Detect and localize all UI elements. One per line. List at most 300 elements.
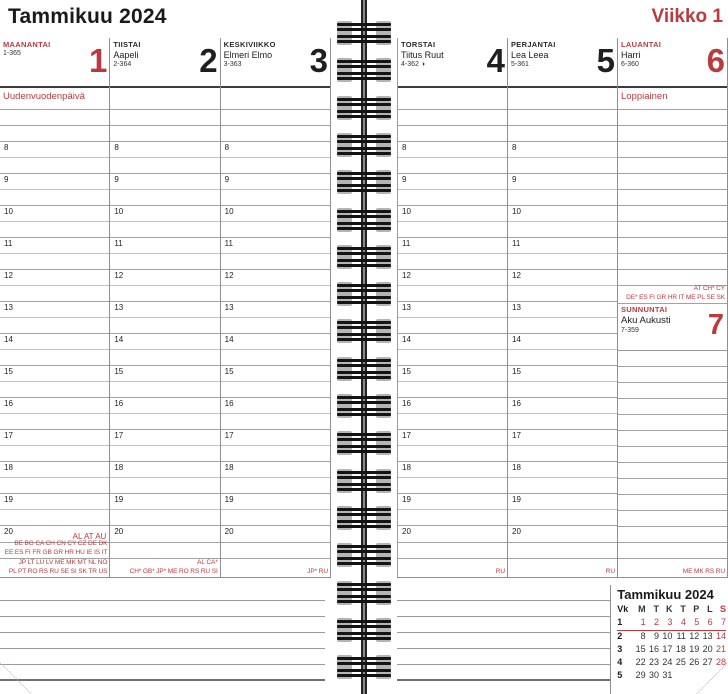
hour-row: [508, 206, 617, 222]
country-codes: [222, 568, 328, 577]
half-hour-row: [221, 414, 330, 430]
blank-row: [221, 126, 330, 142]
day-number: 1: [88, 42, 107, 79]
day-name: MAANANTAI: [3, 40, 51, 49]
hour-row: [398, 270, 507, 286]
spiral-coil: [337, 580, 391, 606]
spiral-bar: [337, 620, 391, 623]
blank-row: [618, 415, 727, 431]
day-number: 5: [596, 42, 614, 79]
mini-calendar-date: 6: [707, 617, 713, 627]
mini-calendar-date: 28: [715, 657, 726, 667]
hour-row: [398, 238, 507, 254]
country-codes-line: RU: [495, 567, 505, 575]
spiral-coil: [337, 169, 391, 195]
half-hour-row: [508, 414, 617, 430]
mini-calendar-date: 30: [649, 670, 660, 680]
hour-row: [221, 174, 330, 190]
blank-row: [618, 495, 727, 511]
spiral-bar: [337, 333, 391, 336]
hour-row: [221, 142, 330, 158]
hour-label: 17: [224, 431, 234, 440]
day-header-thursday: [398, 38, 507, 88]
blank-row: [618, 158, 727, 174]
half-hour-row: [508, 350, 617, 366]
mini-calendar-week-number: 2: [617, 631, 623, 641]
country-codes-line: DE* ES FI GR HR IT ME PL SE SK: [626, 293, 725, 301]
hour-row: [110, 206, 219, 222]
hour-label: 20: [224, 527, 234, 536]
hour-label: 10: [224, 207, 234, 216]
mini-calendar-date: 7: [720, 617, 726, 627]
name-days: Harri: [621, 50, 641, 60]
mini-calendar-date: 31: [662, 670, 673, 680]
spiral-bar: [337, 284, 391, 287]
spiral-bar: [337, 525, 391, 528]
hour-label: 17: [114, 431, 124, 440]
mini-calendar-date: 1: [640, 617, 646, 627]
spiral-coil: [337, 505, 391, 531]
day-header-tuesday: [110, 38, 219, 88]
hour-label: 20: [512, 527, 521, 536]
spiral-bar: [337, 513, 391, 516]
hour-label: 19: [224, 495, 234, 504]
hour-row: [508, 334, 617, 350]
spiral-bar: [337, 65, 391, 68]
hour-row: [221, 238, 330, 254]
day-ordinal: 6-360: [621, 61, 639, 68]
spiral-coil: [337, 617, 391, 643]
half-hour-row: [221, 190, 330, 206]
half-hour-row: [221, 382, 330, 398]
holiday-row: [398, 88, 507, 110]
mini-calendar-date: 21: [715, 644, 726, 654]
day-name: KESKIVIIKKO: [223, 40, 276, 49]
half-hour-row: [398, 446, 507, 462]
spiral-bar: [337, 557, 391, 560]
hour-row: [0, 494, 109, 510]
blank-row: [221, 110, 330, 126]
hour-label: 10: [4, 207, 13, 216]
notes-line: [0, 617, 325, 633]
country-codes: [509, 568, 615, 577]
moon-phase-icon: ◑: [420, 61, 426, 68]
info-row: [221, 543, 330, 559]
spiral-bar: [337, 35, 391, 38]
hour-label: 9: [512, 175, 517, 184]
hour-label: 8: [224, 143, 230, 152]
notes-line: [397, 665, 610, 681]
day-header-saturday: [618, 38, 727, 88]
hour-row: [0, 462, 109, 478]
hour-label: 13: [4, 303, 13, 312]
spiral-bar: [337, 371, 391, 374]
mini-calendar-date: 3: [667, 617, 673, 627]
notes-line: [397, 633, 610, 649]
hour-row: [221, 494, 330, 510]
hour-label: 10: [114, 207, 124, 216]
spiral-bar: [337, 359, 391, 362]
half-hour-row: [221, 254, 330, 270]
hour-row: [110, 142, 219, 158]
spiral-bar: [337, 189, 391, 192]
mini-calendar-date: 17: [662, 644, 673, 654]
notes-line: [397, 649, 610, 665]
hour-label: 11: [224, 239, 233, 248]
half-hour-row: [0, 158, 109, 174]
spiral-bar: [337, 321, 391, 324]
spiral-bar: [337, 550, 391, 553]
half-hour-row: [110, 478, 219, 494]
country-codes-line: PL PT RO RS RU SE SI SK TR US: [8, 567, 108, 575]
spiral-bar: [337, 338, 391, 341]
mini-calendar-week-number: 3: [617, 644, 623, 654]
spiral-bar: [337, 401, 391, 404]
hour-row: [110, 238, 219, 254]
half-hour-row: [110, 318, 219, 334]
half-hour-row: [508, 254, 617, 270]
hour-label: 17: [4, 431, 13, 440]
blank-row: [398, 110, 507, 126]
hour-label: 12: [4, 271, 13, 280]
half-hour-row: [508, 510, 617, 526]
hour-row: [110, 174, 219, 190]
blank-row: [618, 126, 727, 142]
hour-row: [221, 270, 330, 286]
bottom-right-area: [397, 585, 728, 694]
half-hour-row: [0, 190, 109, 206]
blank-row: [618, 511, 727, 527]
hour-row: [110, 334, 219, 350]
spiral-bar: [337, 210, 391, 213]
day-number: 2: [199, 42, 217, 79]
hour-label: 15: [402, 367, 411, 376]
hour-label: 18: [4, 463, 13, 472]
spiral-bar: [337, 508, 391, 511]
hour-row: [398, 174, 507, 190]
mini-calendar-date: 22: [635, 657, 646, 667]
half-hour-row: [398, 254, 507, 270]
blank-row: [618, 399, 727, 415]
hour-label: 15: [4, 367, 13, 376]
notes-line: [397, 585, 610, 601]
spiral-bar: [337, 445, 391, 448]
hour-label: 18: [114, 463, 124, 472]
half-hour-row: [110, 446, 219, 462]
blank-row: [110, 126, 219, 142]
mini-calendar-date: 2: [654, 617, 660, 627]
blank-row: [618, 431, 727, 447]
hour-label: 9: [4, 175, 9, 184]
hour-label: 13: [114, 303, 124, 312]
half-hour-row: [508, 158, 617, 174]
hour-row: [398, 334, 507, 350]
spiral-binding: [331, 0, 397, 694]
hour-row: [508, 238, 617, 254]
hour-row: [508, 302, 617, 318]
half-hour-row: [398, 350, 507, 366]
half-hour-row: [221, 350, 330, 366]
hour-label: 12: [114, 271, 124, 280]
hour-label: 18: [512, 463, 521, 472]
blank-row: [618, 110, 727, 126]
blank-row: [508, 126, 617, 142]
spiral-bar: [337, 433, 391, 436]
country-codes-line: CH* GB* JP* ME RO RS RU SI: [129, 567, 218, 575]
spiral-bar: [337, 488, 391, 491]
spiral-coil: [337, 20, 391, 46]
mini-calendar-date: 12: [689, 631, 700, 641]
hour-row: [398, 206, 507, 222]
country-codes-line: RU: [605, 567, 615, 575]
hour-row: [221, 526, 330, 543]
mini-calendar-date: 19: [689, 644, 700, 654]
spiral-bar: [337, 247, 391, 250]
mini-calendar-date: 16: [649, 644, 660, 654]
spiral-bar: [337, 72, 391, 75]
half-hour-row: [398, 510, 507, 526]
info-row: [618, 559, 727, 577]
day-number: 7: [707, 309, 724, 341]
half-hour-row: [0, 318, 109, 334]
hour-label: 11: [4, 239, 13, 248]
mini-calendar-week-number: 5: [617, 670, 623, 680]
mini-calendar-body: [617, 604, 726, 683]
info-row: [221, 559, 330, 577]
spiral-bar: [337, 595, 391, 598]
spiral-bar: [337, 177, 391, 180]
country-codes-line: ME MK RS RU: [682, 567, 725, 575]
mini-calendar-date: 4: [680, 617, 686, 627]
hour-row: [0, 430, 109, 446]
country-codes: AL AT AU: [72, 532, 107, 541]
hour-row: [508, 398, 617, 414]
hour-label: 13: [224, 303, 234, 312]
mini-calendar-weekday: Vk: [617, 604, 629, 614]
spiral-bar: [337, 140, 391, 143]
hour-label: 15: [224, 367, 234, 376]
half-hour-row: [508, 190, 617, 206]
holiday-row: [508, 88, 617, 110]
mini-calendar-weekday: M: [638, 604, 646, 614]
name-days: Elmeri Elmo: [223, 50, 273, 60]
half-hour-row: [221, 478, 330, 494]
blank-row: [618, 351, 727, 367]
spiral-bar: [337, 438, 391, 441]
spiral-coil: [337, 430, 391, 456]
spiral-bar: [337, 259, 391, 262]
half-hour-row: [0, 446, 109, 462]
hour-row: [508, 366, 617, 382]
hour-row: [0, 206, 109, 222]
half-hour-row: [221, 222, 330, 238]
blank-row: [618, 527, 727, 543]
spiral-bar: [337, 674, 391, 677]
notes-line: [0, 665, 325, 681]
hour-row: [398, 302, 507, 318]
half-hour-row: [0, 510, 109, 526]
half-hour-row: [221, 318, 330, 334]
holiday-label: Uudenvuodenpäivä: [3, 91, 85, 102]
spiral-coil: [337, 207, 391, 233]
hour-label: 14: [402, 335, 411, 344]
spiral-coil: [337, 468, 391, 494]
spiral-bar: [337, 483, 391, 486]
half-hour-row: [508, 382, 617, 398]
hour-row: [0, 302, 109, 318]
hour-row: [110, 398, 219, 414]
mini-calendar-weekday: L: [707, 604, 713, 614]
hour-label: 9: [224, 175, 230, 184]
month-title: Tammikuu 2024: [8, 5, 167, 28]
hour-label: 20: [114, 527, 124, 536]
half-hour-row: [221, 446, 330, 462]
notes-line: [397, 601, 610, 617]
hour-row: [221, 430, 330, 446]
half-hour-row: [398, 382, 507, 398]
day-header-friday: [508, 38, 617, 88]
hour-label: 11: [114, 239, 123, 248]
hour-label: 9: [402, 175, 407, 184]
country-codes: [399, 568, 505, 577]
info-row: [110, 543, 219, 559]
half-hour-row: [508, 318, 617, 334]
hour-row: [221, 462, 330, 478]
hour-row: [398, 462, 507, 478]
hour-label: 14: [224, 335, 234, 344]
spiral-bar: [337, 264, 391, 267]
holiday-row: [618, 88, 727, 110]
hour-label: 12: [402, 271, 411, 280]
spiral-bar: [337, 110, 391, 113]
hour-label: 15: [114, 367, 124, 376]
mini-calendar-week-row: [617, 644, 726, 657]
hour-row: [110, 462, 219, 478]
blank-row: [618, 254, 727, 270]
blank-row: [618, 174, 727, 190]
info-row: [508, 559, 617, 577]
hour-label: 14: [4, 335, 13, 344]
half-hour-row: [398, 286, 507, 302]
mini-calendar-date: 29: [635, 670, 646, 680]
hour-row: [398, 398, 507, 414]
info-row: [110, 559, 219, 577]
day-ordinal: 2-364: [113, 61, 132, 68]
spiral-bar: [337, 583, 391, 586]
half-hour-row: [110, 286, 219, 302]
day-number: 4: [486, 42, 504, 79]
right-page: [397, 0, 728, 694]
hour-label: 11: [512, 239, 521, 248]
hour-label: 18: [402, 463, 411, 472]
spiral-coil: [337, 57, 391, 83]
day-header-monday: [0, 38, 109, 88]
spiral-bar: [337, 376, 391, 379]
mini-calendar-date: 9: [654, 631, 660, 641]
day-column-saturday: [618, 38, 728, 577]
spiral-bar: [337, 632, 391, 635]
hour-row: [0, 270, 109, 286]
blank-row: [618, 206, 727, 222]
half-hour-row: [221, 510, 330, 526]
notes-area-left: [0, 585, 325, 681]
hour-label: 16: [224, 399, 234, 408]
hour-row: [0, 398, 109, 414]
hour-row: [0, 366, 109, 382]
mini-calendar-weekday: S: [719, 604, 726, 614]
spiral-bar: [337, 301, 391, 304]
spiral-coil: [337, 95, 391, 121]
spiral-coil: [337, 654, 391, 680]
left-page: [0, 0, 331, 694]
half-hour-row: [0, 478, 109, 494]
day-name: TIISTAI: [113, 40, 141, 49]
notes-area-right: [397, 585, 611, 694]
mini-calendar-header-row: [617, 604, 726, 617]
hour-row: [398, 430, 507, 446]
week-label: Viikko 1: [651, 6, 723, 27]
notes-line: [0, 585, 325, 601]
day-column-wednesday: [221, 38, 331, 577]
spiral-bar: [337, 28, 391, 31]
half-hour-row: [0, 286, 109, 302]
notes-line: [0, 601, 325, 617]
blank-row: [618, 367, 727, 383]
day-column-thursday: [398, 38, 508, 577]
country-codes: [1, 540, 107, 557]
name-days: Aapeli: [113, 50, 139, 60]
hour-label: 14: [114, 335, 124, 344]
hour-row: [398, 526, 507, 543]
half-hour-row: [0, 382, 109, 398]
spiral-coil: [337, 244, 391, 270]
notes-line: [0, 649, 325, 665]
half-hour-row: [508, 446, 617, 462]
half-hour-row: [221, 158, 330, 174]
mini-calendar-date: 10: [662, 631, 673, 641]
blank-row: [618, 383, 727, 399]
half-hour-row: [110, 350, 219, 366]
hour-row: [110, 526, 219, 543]
day-name: SUNNUNTAI: [621, 305, 668, 314]
half-hour-row: [0, 222, 109, 238]
hour-row: [221, 334, 330, 350]
spiral-coil: [337, 542, 391, 568]
info-row: [398, 543, 507, 559]
name-days: Lea Leea: [511, 50, 549, 60]
hour-row: [110, 270, 219, 286]
hour-label: 12: [512, 271, 521, 280]
hour-row: [508, 270, 617, 286]
half-hour-row: [110, 382, 219, 398]
mini-calendar-date: 11: [676, 631, 686, 641]
half-hour-row: [0, 414, 109, 430]
country-codes-line: AT CH* CY: [693, 285, 725, 292]
spiral-bar: [337, 450, 391, 453]
hour-row: [110, 494, 219, 510]
hour-label: 12: [224, 271, 234, 280]
mini-calendar-date: 18: [675, 644, 686, 654]
mini-calendar-weekday: T: [680, 604, 686, 614]
spiral-bar: [337, 115, 391, 118]
half-hour-row: [110, 414, 219, 430]
day-header-sunday: [618, 304, 727, 351]
spiral-bar: [337, 588, 391, 591]
mini-calendar-date: 25: [675, 657, 686, 667]
country-codes-line: JP* RU: [307, 567, 328, 575]
right-day-grid: [397, 38, 728, 578]
spiral-bar: [337, 520, 391, 523]
